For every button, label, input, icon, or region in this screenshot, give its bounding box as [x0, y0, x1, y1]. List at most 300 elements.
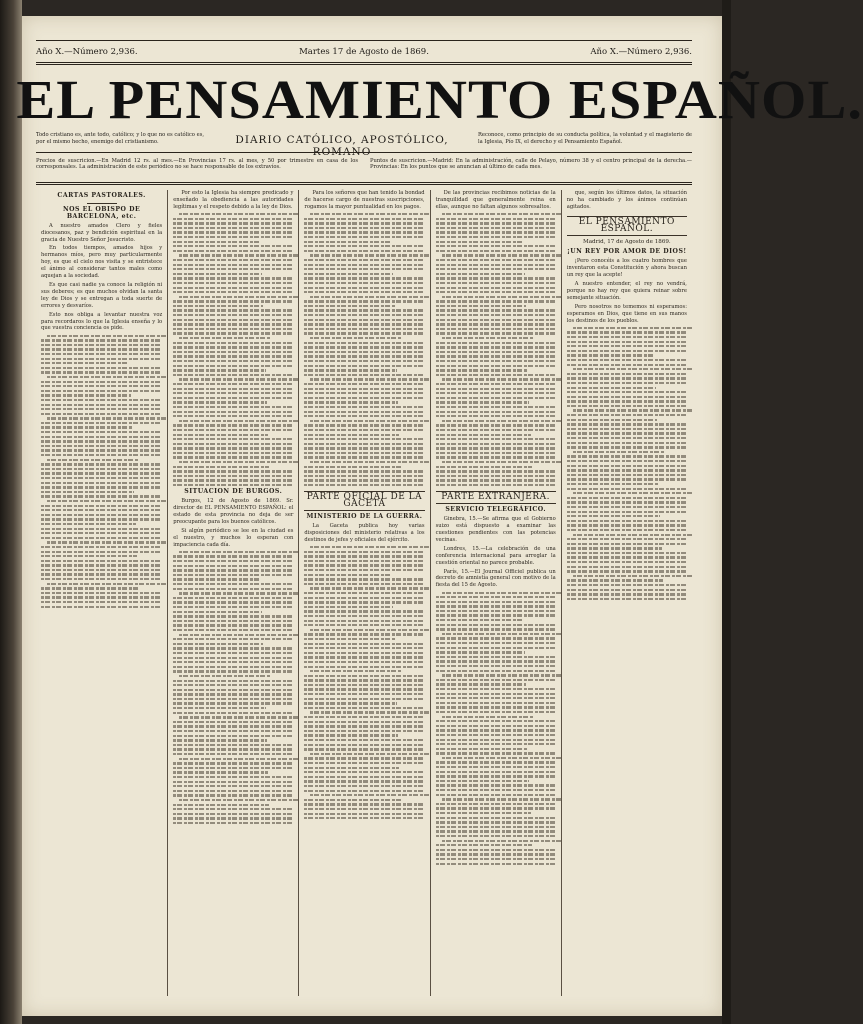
text-line-texture	[436, 231, 556, 233]
text-line-texture	[567, 350, 687, 352]
text-line-texture	[304, 429, 424, 431]
text-line-texture	[567, 478, 687, 480]
text-line-texture	[173, 574, 293, 576]
text-line-texture	[41, 371, 162, 373]
column-5	[561, 190, 692, 996]
text-line-texture	[567, 373, 687, 375]
text-line-texture	[436, 309, 556, 311]
col2-heading: SITUACION DE BURGOS.	[184, 488, 283, 496]
text-line-texture	[41, 344, 162, 346]
text-line-texture	[310, 587, 430, 589]
col4-para-1: De las provincias recibimos noticias de la tranquilidad que generalmente reina en ellas, aunque no faltan algunos sobresaltos.	[435, 190, 556, 210]
text-line-texture	[304, 466, 400, 468]
text-line-texture	[436, 466, 532, 468]
text-line-texture	[436, 369, 529, 371]
text-line-texture	[173, 670, 293, 672]
text-line-texture	[173, 355, 293, 357]
text-line-texture	[310, 337, 401, 339]
text-line-texture	[304, 456, 424, 458]
text-line-texture	[304, 300, 424, 302]
text-line-texture	[173, 601, 293, 603]
text-line-texture	[442, 296, 562, 298]
text-line-texture	[41, 491, 134, 493]
text-line-texture	[304, 351, 424, 353]
text-line-texture	[173, 615, 293, 617]
text-line-texture	[41, 426, 132, 428]
text-line-texture	[173, 397, 293, 399]
col1-para-3: Es que casi nadie ya conoce la religión ni sus deberes; es que muchos olvidan la santa ley de Dios y se entregan a toda suerte de errores y desvaríos.	[41, 281, 163, 309]
col2-para-2: Burgos, 12 de Agosto de 1869. Sr. director de EL PENSAMIENTO ESPAÑOL: el estado de esta provincia no deja de ser preocupante para los buenos católicos.	[173, 498, 294, 525]
text-line-texture	[304, 287, 424, 289]
text-line-texture	[304, 365, 424, 367]
text-line-texture	[442, 592, 562, 594]
text-line-texture	[173, 268, 293, 270]
text-line-texture	[436, 637, 556, 639]
text-line-texture	[304, 236, 424, 238]
text-line-texture	[304, 319, 424, 321]
text-line-texture	[567, 391, 687, 393]
text-line-texture	[173, 452, 293, 454]
text-line-texture	[573, 492, 693, 494]
text-line-texture	[304, 231, 424, 233]
text-line-texture	[41, 569, 162, 571]
text-line-texture	[304, 569, 424, 571]
text-line-texture	[436, 424, 556, 426]
text-line-texture	[310, 753, 430, 755]
text-line-texture	[304, 342, 424, 344]
text-line-texture	[567, 377, 687, 379]
text-line-texture	[173, 560, 293, 562]
text-line-texture	[567, 598, 687, 600]
text-line-texture	[47, 376, 168, 378]
text-line-texture	[41, 390, 162, 392]
text-line-texture	[436, 456, 556, 458]
text-line-texture	[436, 388, 556, 390]
text-line-texture	[173, 689, 293, 691]
text-line-texture	[41, 523, 136, 525]
text-line-texture	[567, 387, 656, 389]
text-line-texture	[304, 452, 424, 454]
text-line-texture	[173, 767, 293, 769]
text-line-texture	[436, 268, 556, 270]
text-line-texture	[47, 335, 168, 337]
text-line-texture	[436, 853, 556, 855]
text-line-texture	[41, 431, 162, 433]
text-line-texture	[436, 300, 556, 302]
text-line-texture	[436, 670, 556, 672]
text-line-texture	[304, 785, 424, 787]
text-line-texture	[179, 254, 299, 256]
col2-filler-text-a	[173, 213, 293, 486]
text-line-texture	[173, 776, 293, 778]
text-line-texture	[436, 406, 556, 408]
text-line-texture	[436, 656, 556, 658]
text-line-texture	[173, 259, 293, 261]
text-line-texture	[304, 666, 424, 668]
text-line-texture	[173, 657, 293, 659]
text-line-texture	[310, 420, 430, 422]
text-line-texture	[567, 561, 687, 563]
text-line-texture	[436, 780, 530, 782]
text-line-texture	[173, 456, 293, 458]
text-line-texture	[304, 730, 424, 732]
text-line-texture	[304, 698, 424, 700]
text-line-texture	[47, 500, 168, 502]
text-line-texture	[41, 560, 162, 562]
text-line-texture	[436, 624, 556, 626]
text-line-texture	[173, 388, 293, 390]
text-line-texture	[304, 688, 424, 690]
text-line-texture	[304, 259, 424, 261]
text-line-texture	[304, 748, 424, 750]
text-line-texture	[436, 743, 556, 745]
text-line-texture	[173, 250, 293, 252]
text-line-texture	[173, 365, 293, 367]
col5-para-3: A nuestro entender, el rey no vendrá, porque no hay rey que quiera reinar sobre semejante situación.	[566, 281, 687, 301]
text-line-texture	[173, 707, 266, 709]
text-line-texture	[173, 624, 293, 626]
text-line-texture	[41, 367, 162, 369]
text-line-texture	[436, 642, 556, 644]
text-line-texture	[567, 465, 687, 467]
text-line-texture	[173, 287, 293, 289]
col1-heading-1: CARTAS PASTORALES.	[57, 192, 146, 199]
text-line-texture	[41, 399, 162, 401]
text-line-texture	[436, 789, 556, 791]
text-line-texture	[304, 383, 424, 385]
text-line-texture	[173, 346, 293, 348]
col5-article-title: ¡UN REY POR AMOR DE DIOS!	[567, 248, 687, 256]
text-line-texture	[436, 479, 556, 481]
column-3	[298, 190, 429, 996]
col4-subheading: SERVICIO TELEGRÁFICO.	[445, 506, 546, 514]
text-line-texture	[442, 337, 533, 339]
text-line-texture	[47, 417, 168, 419]
text-line-texture	[567, 579, 663, 581]
text-line-texture	[173, 484, 293, 486]
text-line-texture	[310, 254, 430, 256]
text-line-texture	[567, 547, 662, 549]
text-line-texture	[567, 437, 687, 439]
text-line-texture	[304, 241, 392, 243]
text-line-texture	[304, 633, 424, 635]
text-line-texture	[436, 484, 556, 486]
text-line-texture	[173, 369, 266, 371]
text-line-texture	[567, 515, 661, 517]
text-line-texture	[179, 675, 270, 677]
text-line-texture	[41, 601, 162, 603]
text-line-texture	[567, 460, 687, 462]
text-line-texture	[173, 620, 293, 622]
text-line-texture	[304, 406, 424, 408]
text-line-texture	[173, 282, 293, 284]
text-line-texture	[436, 227, 556, 229]
text-line-texture	[304, 551, 424, 553]
text-line-texture	[41, 606, 162, 608]
text-line-texture	[41, 408, 162, 410]
text-line-texture	[304, 661, 424, 663]
text-line-texture	[436, 665, 556, 667]
text-line-texture	[173, 629, 293, 631]
text-line-texture	[436, 401, 530, 403]
text-line-texture	[436, 720, 556, 722]
col1-para-4: Esto nos obliga a levantar nuestra voz para recordaros lo que la Iglesia enseña y lo que vuestra conciencia os pide.	[41, 311, 163, 332]
text-line-texture	[436, 748, 529, 750]
text-line-texture	[304, 277, 424, 279]
text-line-texture	[304, 675, 424, 677]
text-line-texture	[173, 698, 293, 700]
text-line-texture	[436, 601, 556, 603]
text-line-texture	[304, 780, 424, 782]
text-line-texture	[304, 479, 424, 481]
text-line-texture	[41, 422, 162, 424]
text-line-texture	[436, 397, 556, 399]
text-line-texture	[173, 569, 293, 571]
text-line-texture	[304, 346, 424, 348]
text-line-texture	[442, 254, 562, 256]
text-line-texture	[436, 365, 556, 367]
text-line-texture	[179, 378, 299, 380]
text-line-texture	[173, 680, 293, 682]
text-line-texture	[173, 222, 293, 224]
text-line-texture	[173, 231, 293, 233]
text-line-texture	[304, 693, 424, 695]
col3-filler-text-b	[304, 546, 424, 819]
text-line-texture	[304, 484, 424, 486]
text-line-texture	[304, 555, 424, 557]
text-line-texture	[436, 766, 556, 768]
text-line-texture	[173, 309, 293, 311]
text-line-texture	[173, 245, 293, 247]
text-line-texture	[304, 264, 424, 266]
text-line-texture	[567, 364, 687, 366]
text-line-texture	[304, 388, 424, 390]
col2-para-3: Si algún periódico se lee en la ciudad es el nuestro, y muchos lo esperan con impaciencia cada día.	[173, 527, 294, 548]
text-line-texture	[436, 706, 556, 708]
text-line-texture	[567, 446, 687, 448]
text-line-texture	[567, 538, 687, 540]
text-line-texture	[436, 614, 556, 616]
text-line-texture	[47, 541, 168, 543]
col1-para-1: A nuestro amados Clero y fieles diocesanos, paz y bendición espiritual en la gracia de Nuestro Señor Jesucristo.	[41, 222, 163, 243]
text-line-texture	[436, 383, 556, 385]
text-line-texture	[179, 420, 299, 422]
text-line-texture	[173, 735, 293, 737]
text-line-texture	[567, 497, 687, 499]
text-line-texture	[436, 807, 556, 809]
text-line-texture	[173, 351, 293, 353]
text-line-texture	[310, 461, 430, 463]
text-line-texture	[304, 597, 424, 599]
text-line-texture	[304, 606, 393, 608]
text-line-texture	[567, 488, 687, 490]
text-line-texture	[304, 803, 424, 805]
text-line-texture	[173, 342, 293, 344]
text-line-texture	[41, 362, 129, 364]
text-line-texture	[304, 369, 397, 371]
text-line-texture	[41, 592, 162, 594]
text-line-texture	[436, 844, 532, 846]
text-line-texture	[41, 353, 162, 355]
issue-number-right: Año X.—Número 2,936.	[590, 47, 692, 57]
text-line-texture	[304, 656, 424, 658]
text-line-texture	[567, 331, 687, 333]
text-line-texture	[179, 799, 299, 801]
text-line-texture	[436, 660, 556, 662]
text-line-texture	[436, 817, 556, 819]
text-line-texture	[304, 323, 424, 325]
text-line-texture	[436, 415, 556, 417]
text-line-texture	[173, 392, 293, 394]
col3-para-2: La Gaceta publica hoy varias disposiciones del ministerio relativas a los destinos de jefes y oficiales del ejército.	[304, 523, 425, 543]
text-line-texture	[304, 218, 424, 220]
text-line-texture	[304, 638, 394, 640]
text-line-texture	[41, 514, 162, 516]
text-line-texture	[173, 578, 261, 580]
text-line-texture	[304, 447, 424, 449]
text-line-texture	[436, 784, 556, 786]
text-line-texture	[567, 506, 687, 508]
text-line-texture	[304, 438, 424, 440]
text-line-texture	[304, 652, 424, 654]
text-line-texture	[573, 409, 693, 411]
text-line-texture	[442, 716, 533, 718]
issue-number-left: Año X.—Número 2,936.	[36, 47, 138, 57]
text-line-texture	[173, 753, 293, 755]
text-line-texture	[436, 605, 556, 607]
text-line-texture	[304, 392, 424, 394]
text-line-texture	[567, 556, 687, 558]
text-line-texture	[567, 419, 657, 421]
text-line-texture	[304, 615, 424, 617]
text-line-texture	[567, 529, 687, 531]
text-line-texture	[304, 475, 424, 477]
text-line-texture	[567, 511, 687, 513]
text-line-texture	[173, 470, 293, 472]
text-line-texture	[41, 381, 162, 383]
text-line-texture	[41, 385, 162, 387]
text-line-texture	[173, 383, 293, 385]
text-line-texture	[173, 401, 267, 403]
text-line-texture	[173, 443, 293, 445]
text-line-texture	[304, 808, 424, 810]
text-line-texture	[567, 382, 687, 384]
col5-para-4: Pero nosotros no tememos ni esperamos: esperamos en Dios, que tiene en sus manos los destinos de los pueblos.	[566, 303, 687, 324]
text-line-texture	[436, 826, 556, 828]
text-line-texture	[173, 227, 293, 229]
text-line-texture	[567, 455, 687, 457]
text-line-texture	[436, 619, 524, 621]
text-line-texture	[304, 592, 424, 594]
text-line-texture	[304, 757, 424, 759]
text-line-texture	[173, 666, 293, 668]
text-line-texture	[310, 670, 401, 672]
text-line-texture	[173, 739, 267, 741]
text-line-texture	[436, 475, 556, 477]
text-line-texture	[573, 534, 693, 536]
text-line-texture	[304, 314, 424, 316]
text-line-texture	[173, 790, 293, 792]
text-line-texture	[436, 351, 556, 353]
text-line-texture	[436, 346, 556, 348]
text-line-texture	[173, 643, 263, 645]
text-line-texture	[436, 264, 556, 266]
text-line-texture	[304, 222, 424, 224]
col4-section-heading: PARTE EXTRANJERA.	[436, 491, 556, 504]
text-line-texture	[173, 314, 293, 316]
body-top-rule	[36, 182, 692, 185]
text-line-texture	[436, 821, 556, 823]
text-line-texture	[173, 611, 262, 613]
text-line-texture	[179, 461, 299, 463]
text-line-texture	[173, 813, 293, 815]
text-line-texture	[436, 830, 556, 832]
text-line-texture	[173, 411, 293, 413]
text-line-texture	[436, 752, 556, 754]
subscription-points: Puntos de suscricion.—Madrid: En la administración, calle de Pelayo, número 38 y el centro principal de la derecha.—Provincias: En los puntos que se anuncian al último de cada mes.	[370, 158, 692, 171]
text-line-texture	[41, 537, 162, 539]
text-line-texture	[173, 712, 293, 714]
text-line-texture	[41, 394, 131, 396]
text-line-texture	[304, 744, 424, 746]
col3-section-heading: PARTE OFICIAL DE LA GACETA	[304, 491, 424, 511]
text-line-texture	[304, 227, 424, 229]
text-line-texture	[436, 679, 556, 681]
text-line-texture	[304, 578, 424, 580]
text-line-texture	[173, 360, 293, 362]
text-line-texture	[442, 378, 562, 380]
text-line-texture	[179, 296, 299, 298]
text-line-texture	[41, 532, 162, 534]
text-line-texture	[173, 475, 293, 477]
text-line-texture	[173, 804, 269, 806]
text-line-texture	[436, 241, 524, 243]
text-line-texture	[567, 336, 687, 338]
col1-filler-text	[41, 335, 162, 608]
text-line-texture	[173, 424, 293, 426]
text-line-texture	[304, 771, 424, 773]
text-line-texture	[173, 291, 293, 293]
text-line-texture	[436, 835, 556, 837]
text-line-texture	[567, 552, 687, 554]
text-line-texture	[436, 734, 556, 736]
text-line-texture	[179, 634, 299, 636]
text-line-texture	[173, 808, 293, 810]
text-line-texture	[436, 651, 525, 653]
text-line-texture	[567, 566, 687, 568]
text-line-texture	[41, 578, 162, 580]
text-line-texture	[567, 432, 687, 434]
text-line-texture	[304, 624, 424, 626]
text-line-texture	[173, 693, 293, 695]
text-line-texture	[304, 817, 424, 819]
text-line-texture	[436, 697, 556, 699]
text-line-texture	[436, 596, 556, 598]
text-line-texture	[173, 638, 293, 640]
text-line-texture	[436, 374, 556, 376]
text-line-texture	[41, 463, 162, 465]
text-line-texture	[304, 374, 424, 376]
text-line-texture	[304, 790, 424, 792]
col2-filler-text-b	[173, 551, 293, 824]
text-line-texture	[304, 707, 424, 709]
text-line-texture	[304, 725, 424, 727]
text-line-texture	[304, 415, 424, 417]
text-line-texture	[567, 593, 687, 595]
text-line-texture	[567, 570, 687, 572]
text-line-texture	[442, 461, 562, 463]
text-line-texture	[436, 245, 556, 247]
